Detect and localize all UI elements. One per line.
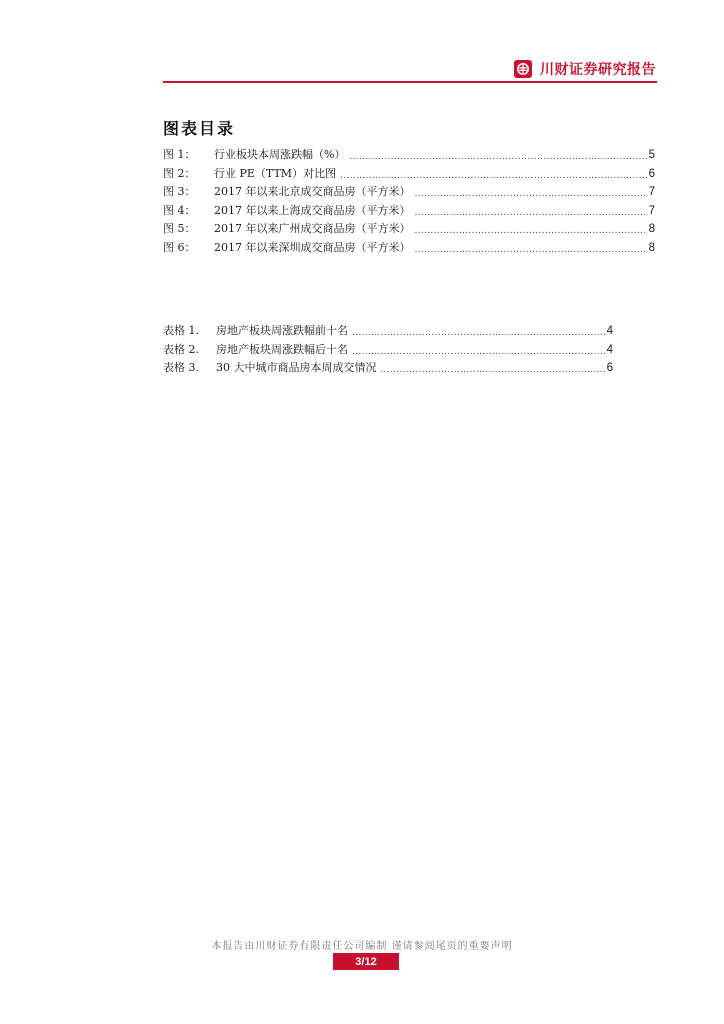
chuancai-logo-icon xyxy=(514,60,532,78)
header-divider xyxy=(163,81,657,83)
brand-name: 川财证券研究报告 xyxy=(540,62,656,78)
toc-entry-label: 图 2： xyxy=(163,166,196,180)
toc-entry-title: 行业板块本周涨跌幅（%） xyxy=(214,148,346,161)
toc-entry-label: 图 5： xyxy=(163,222,196,235)
toc-entry-label: 图 4： xyxy=(163,203,196,217)
toc-entry-page: 8 xyxy=(648,241,655,254)
toc-entry-label: 表格 3. xyxy=(163,361,199,374)
toc-entry-label: 图 1： xyxy=(163,148,196,161)
toc-entry-page: 5 xyxy=(648,149,655,161)
toc-entry-figure-1[interactable] xyxy=(163,146,655,165)
dot-leader xyxy=(352,343,605,355)
toc-entry-title: 2017 年以来上海成交商品房（平方米） xyxy=(214,203,411,217)
figure-list xyxy=(163,146,655,257)
toc-entry-label: 表格 2. xyxy=(163,342,199,356)
toc-entry-title: 房地产板块周涨跌幅前十名 xyxy=(216,324,348,337)
toc-entry-label: 图 3： xyxy=(163,185,196,198)
toc-entry-label: 图 6： xyxy=(163,240,196,254)
toc-entry-table-2[interactable] xyxy=(163,341,613,360)
toc-entry-page: 8 xyxy=(648,223,655,235)
toc-entry-title: 房地产板块周涨跌幅后十名 xyxy=(216,342,348,356)
header-brand xyxy=(514,58,656,80)
dot-leader xyxy=(352,324,605,336)
dot-leader xyxy=(415,241,647,253)
toc-entry-page: 7 xyxy=(648,186,655,198)
toc-entry-figure-3[interactable] xyxy=(163,183,655,202)
dot-leader xyxy=(349,148,646,160)
table-list xyxy=(163,322,613,378)
toc-entry-page: 6 xyxy=(606,362,613,374)
toc-entry-page: 7 xyxy=(648,204,655,217)
dot-leader xyxy=(415,222,647,234)
toc-entry-figure-2[interactable] xyxy=(163,165,655,184)
toc-entry-page: 4 xyxy=(606,343,613,356)
toc-entry-page: 6 xyxy=(648,167,655,180)
toc-entry-page: 4 xyxy=(606,325,613,337)
dot-leader xyxy=(415,185,647,197)
dot-leader xyxy=(340,167,647,179)
toc-entry-title: 2017 年以来广州成交商品房（平方米） xyxy=(214,222,411,235)
dot-leader xyxy=(381,361,605,373)
page-number: 3/12 xyxy=(333,953,399,970)
toc-entry-label: 表格 1. xyxy=(163,324,199,337)
toc-entry-title: 行业 PE（TTM）对比图 xyxy=(214,166,337,180)
footer-disclaimer: 本报告由川财证券有限责任公司编制 谨请参阅尾页的重要声明 xyxy=(211,941,513,952)
toc-entry-figure-6[interactable] xyxy=(163,239,655,258)
dot-leader xyxy=(415,204,647,216)
toc-title: 图表目录 xyxy=(163,119,236,138)
toc-entry-figure-5[interactable] xyxy=(163,220,655,239)
toc-entry-title: 2017 年以来深圳成交商品房（平方米） xyxy=(214,240,411,254)
toc-entry-table-3[interactable] xyxy=(163,359,613,378)
toc-entry-table-1[interactable] xyxy=(163,322,613,341)
toc-entry-title: 2017 年以来北京成交商品房（平方米） xyxy=(214,185,411,198)
toc-entry-title: 30 大中城市商品房本周成交情况 xyxy=(216,361,377,374)
toc-entry-figure-4[interactable] xyxy=(163,202,655,221)
